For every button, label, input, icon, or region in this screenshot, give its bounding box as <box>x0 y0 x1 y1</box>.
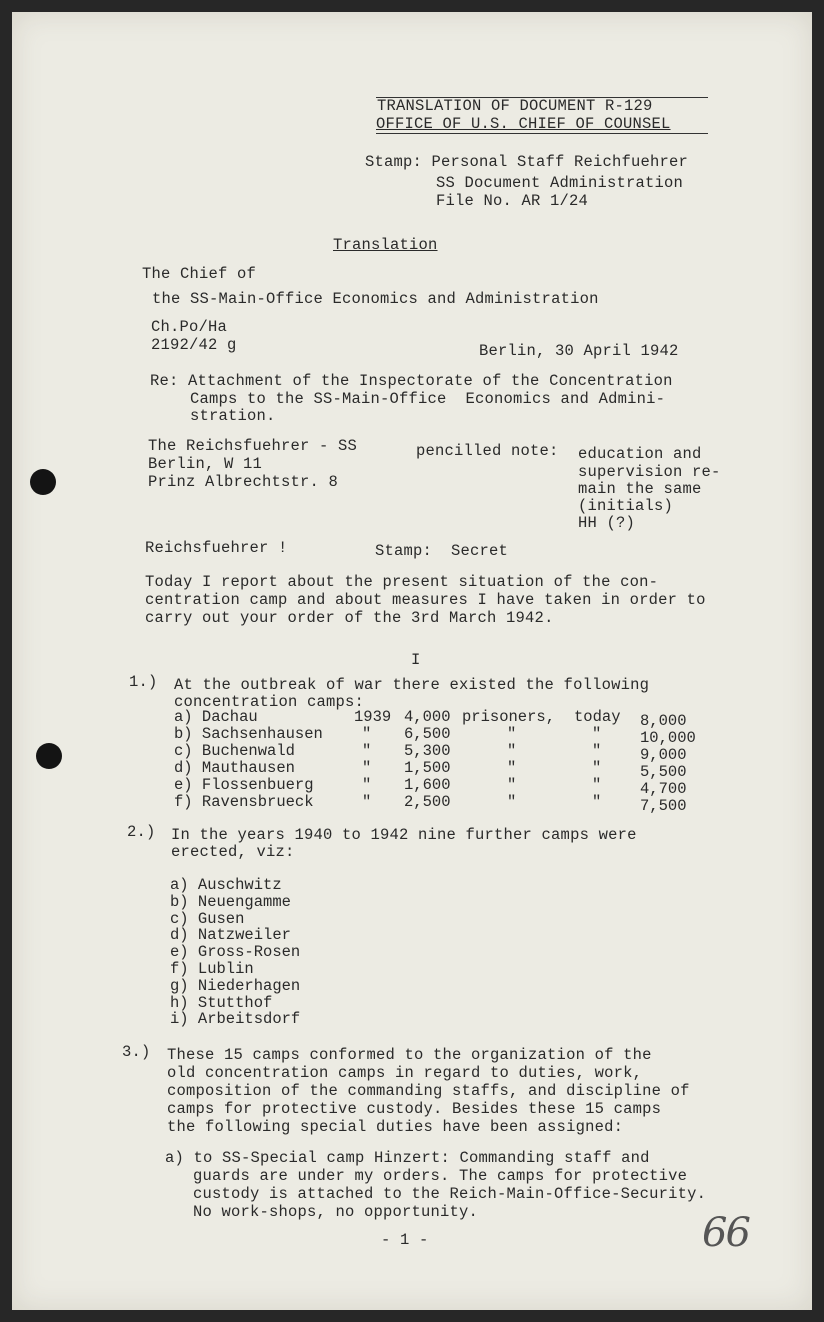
section-numeral: I <box>411 651 421 669</box>
reference-line1: Ch.Po/Ha <box>151 318 228 336</box>
pencilled-note-line4: (initials) <box>578 497 674 515</box>
reference-line2: 2192/42 g <box>151 336 237 354</box>
pencilled-note-label: pencilled note: <box>416 442 559 460</box>
camp-count-1939: 1,600 <box>404 776 451 794</box>
secret-stamp: Stamp: Secret <box>375 542 509 560</box>
camp-today: " <box>592 776 602 794</box>
camp-count-today: 5,500 <box>640 763 687 781</box>
pencilled-note-line2: supervision re- <box>578 463 721 481</box>
punch-hole-bottom <box>36 743 62 769</box>
item3-sub-a-line4: No work-shops, no opportunity. <box>193 1203 479 1221</box>
new-camp-item: f) Lublin <box>170 960 254 978</box>
camp-prisoners: " <box>507 759 517 777</box>
camp-prisoners: prisoners, <box>462 708 556 726</box>
camp-count-today: 7,500 <box>640 797 687 815</box>
camp-count-today: 9,000 <box>640 746 687 764</box>
intro-line2: centration camp and about measures I have taken in order to <box>145 591 706 609</box>
item3-sub-a-line3: custody is attached to the Reich-Main-Office-Security. <box>193 1185 707 1203</box>
subject-line1: Re: Attachment of the Inspectorate of the Concentration <box>150 372 673 390</box>
pencilled-note-line5: HH (?) <box>578 514 636 532</box>
salutation: Reichsfuehrer ! <box>145 539 288 557</box>
camp-name: c) Buchenwald <box>174 742 295 760</box>
camp-count-today: 8,000 <box>640 712 687 730</box>
stamp-line1: Stamp: Personal Staff Reichfuehrer <box>365 153 689 171</box>
item1-line2: concentration camps: <box>174 693 365 711</box>
camp-today: " <box>592 759 602 777</box>
document-page <box>12 12 812 1310</box>
pencilled-note-line1: education and <box>578 445 702 463</box>
camp-count-today: 4,700 <box>640 780 687 798</box>
item3-sub-a-line2: guards are under my orders. The camps for protective <box>193 1167 688 1185</box>
new-camp-item: e) Gross-Rosen <box>170 943 301 962</box>
handwritten-page-number: 66 <box>702 1210 749 1256</box>
item2-number: 2.) <box>127 823 156 841</box>
addressee-line2: Berlin, W 11 <box>148 455 263 473</box>
camp-prisoners: " <box>507 776 517 794</box>
camp-count-1939: 1,500 <box>404 759 451 777</box>
new-camp-item: d) Natzweiler <box>170 926 291 945</box>
sender-line1: The Chief of <box>142 265 257 283</box>
item3-number: 3.) <box>122 1043 151 1061</box>
camp-count-1939: 5,300 <box>404 742 451 760</box>
stamp-line3: File No. AR 1/24 <box>436 192 589 210</box>
camp-count-today: 10,000 <box>640 729 696 747</box>
subject-line3: stration. <box>190 407 276 425</box>
letter-date: Berlin, 30 April 1942 <box>479 342 679 360</box>
camp-year: " <box>362 793 372 811</box>
camp-name: a) Dachau <box>174 708 258 726</box>
item2-line2: erected, viz: <box>171 843 295 861</box>
item3-line3: composition of the commanding staffs, and discipline of <box>167 1082 690 1100</box>
new-camp-item: a) Auschwitz <box>170 876 282 894</box>
new-camp-item: g) Niederhagen <box>170 976 301 995</box>
item3-line5: the following special duties have been assigned: <box>167 1118 624 1136</box>
pencilled-note-line3: main the same <box>578 480 702 498</box>
item3-line2: old concentration camps in regard to duties, work, <box>167 1064 643 1082</box>
camp-prisoners: " <box>507 725 517 743</box>
item3-line4: camps for protective custody. Besides these 15 camps <box>167 1100 662 1118</box>
addressee-line1: The Reichsfuehrer - SS <box>148 437 358 455</box>
item1-number: 1.) <box>129 673 158 691</box>
new-camp-item: h) Stutthof <box>170 993 273 1012</box>
camp-count-1939: 2,500 <box>404 793 451 811</box>
stamp-line2: SS Document Administration <box>436 174 684 192</box>
camp-name: b) Sachsenhausen <box>174 725 323 743</box>
intro-line3: carry out your order of the 3rd March 1942. <box>145 609 554 627</box>
header-title-line2: OFFICE OF U.S. CHIEF OF COUNSEL <box>376 115 671 133</box>
camp-name: f) Ravensbrueck <box>174 793 314 811</box>
item3-sub-a-line1: a) to SS-Special camp Hinzert: Commanding staff and <box>165 1149 650 1167</box>
camp-name: d) Mauthausen <box>174 759 295 777</box>
new-camp-item: b) Neuengamme <box>170 892 291 911</box>
camp-today: " <box>592 742 602 760</box>
camp-prisoners: " <box>507 793 517 811</box>
new-camp-item: c) Gusen <box>170 909 245 928</box>
sender-line2: the SS-Main-Office Economics and Administration <box>152 290 599 308</box>
header-title-line1: TRANSLATION OF DOCUMENT R-129 <box>377 97 653 115</box>
camp-year: " <box>362 759 372 777</box>
subject-line2: Camps to the SS-Main-Office Economics and Admini- <box>190 390 666 408</box>
camp-year: " <box>362 742 372 760</box>
camp-year: 1939 <box>354 708 392 726</box>
addressee-line3: Prinz Albrechtstr. 8 <box>148 473 339 491</box>
item2-line1: In the years 1940 to 1942 nine further camps were <box>171 826 637 844</box>
header-rule-bottom <box>376 133 708 134</box>
page-number: - 1 - <box>381 1231 429 1249</box>
new-camp-item: i) Arbeitsdorf <box>170 1010 301 1029</box>
camp-count-1939: 4,000 <box>404 708 451 726</box>
camp-year: " <box>362 725 372 743</box>
intro-line1: Today I report about the present situation of the con- <box>145 573 659 591</box>
camp-name: e) Flossenbuerg <box>174 776 314 794</box>
camp-prisoners: " <box>507 742 517 760</box>
camp-year: " <box>362 776 372 794</box>
camp-count-1939: 6,500 <box>404 725 451 743</box>
camp-today: " <box>592 725 602 743</box>
punch-hole-top <box>30 469 56 495</box>
item1-line1: At the outbreak of war there existed the following <box>174 676 650 694</box>
camp-today: today <box>574 708 621 726</box>
translation-heading: Translation <box>333 236 438 254</box>
item3-line1: These 15 camps conformed to the organization of the <box>167 1046 652 1064</box>
camp-today: " <box>592 793 602 811</box>
